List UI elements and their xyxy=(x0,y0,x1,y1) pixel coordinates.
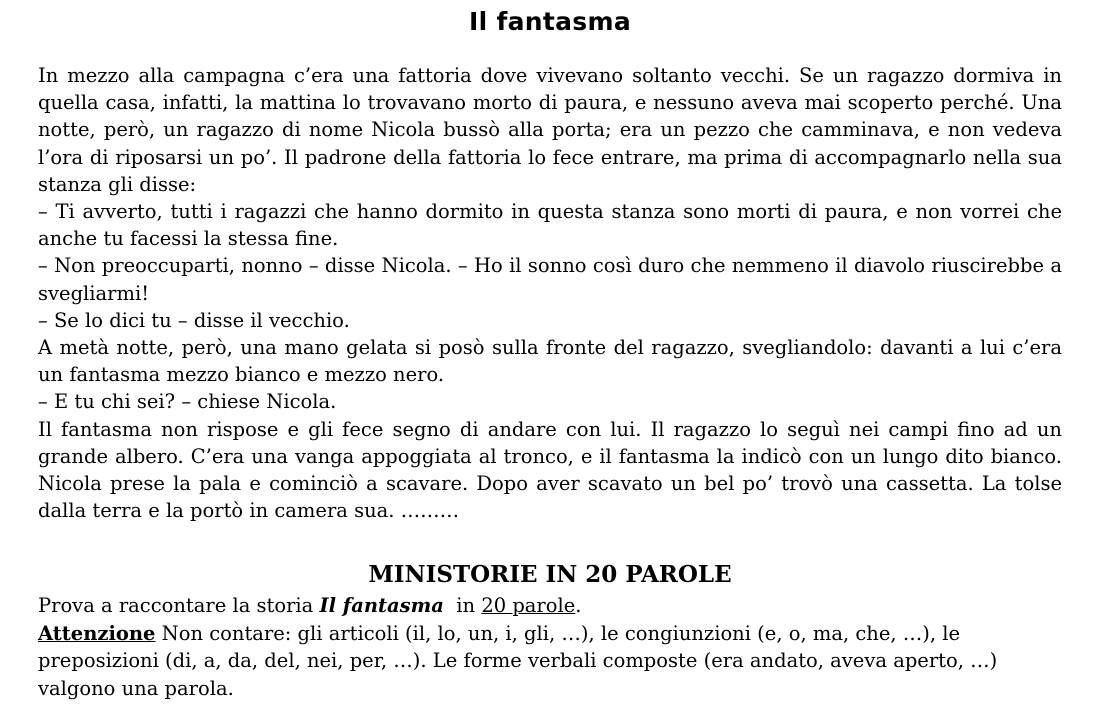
task-block xyxy=(38,592,1062,702)
story-paragraph: A metà notte, però, una mano gelata si posò sulla fronte del ragazzo, svegliandolo: davanti a lui c’era un fantasma mezzo bianco e mezzo nero. xyxy=(38,336,1062,387)
story-paragraph: – E tu chi sei? – chiese Nicola. xyxy=(38,390,337,414)
story-name: Il fantasma xyxy=(319,594,444,617)
story-paragraph: Il fantasma non rispose e gli fece segno di andare con lui. Il ragazzo lo seguì nei campi fino ad un grande albero. C’era una vanga appoggiata al tronco, e il fantasma la indicò con un lungo dito bianco. Nicola prese la pala e cominciò a scavare. Dopo aver scavato un bel po’ trovò una cassetta. La tolse dalla terra e la portò in camera sua. ……… xyxy=(38,417,1062,523)
word-limit: 20 parole xyxy=(481,594,576,617)
instruction-prefix: Prova a raccontare la storia xyxy=(38,594,320,617)
attention-text: Non contare: gli articoli (il, lo, un, i, gli, …), le congiunzioni (e, o, ma, che, …), le preposizioni (di, a, da, del, nei, per, …). Le forme verbali composte (era andato, aveva aperto, …) valgono una parola. xyxy=(38,621,998,700)
document-title: Il fantasma xyxy=(468,7,632,36)
instruction-middle: in xyxy=(443,594,482,617)
section-title: MINISTORIE IN 20 PAROLE xyxy=(368,561,732,588)
story-paragraph: In mezzo alla campagna c’era una fattoria dove vivevano soltanto vecchi. Se un ragazzo dormiva in quella casa, infatti, la mattina lo trovavano morto di paura, e nessuno aveva mai scoperto perché. Una notte, però, un ragazzo di nome Nicola bussò alla porta; era un pezzo che camminava, e non vedeva l’ora di riposarsi un po’. Il padrone della fattoria lo fece entrare, ma prima di accompagnarlo nella sua stanza gli disse: xyxy=(38,64,1062,196)
attention-paragraph xyxy=(38,620,1062,703)
story-paragraph: – Non preoccuparti, nonno – disse Nicola. – Ho il sonno così duro che nemmeno il diavolo riuscirebbe a svegliarmi! xyxy=(38,254,1062,305)
story-text xyxy=(38,62,1062,524)
attention-label: Attenzione xyxy=(38,621,156,645)
instruction-suffix: . xyxy=(575,594,582,617)
story-paragraph: – Ti avverto, tutti i ragazzi che hanno dormito in questa stanza sono morti di paura, e non vorrei che anche tu facessi la stessa fine. xyxy=(38,200,1062,251)
instruction-line xyxy=(38,592,1062,620)
story-paragraph: – Se lo dici tu – disse il vecchio. xyxy=(38,308,350,332)
